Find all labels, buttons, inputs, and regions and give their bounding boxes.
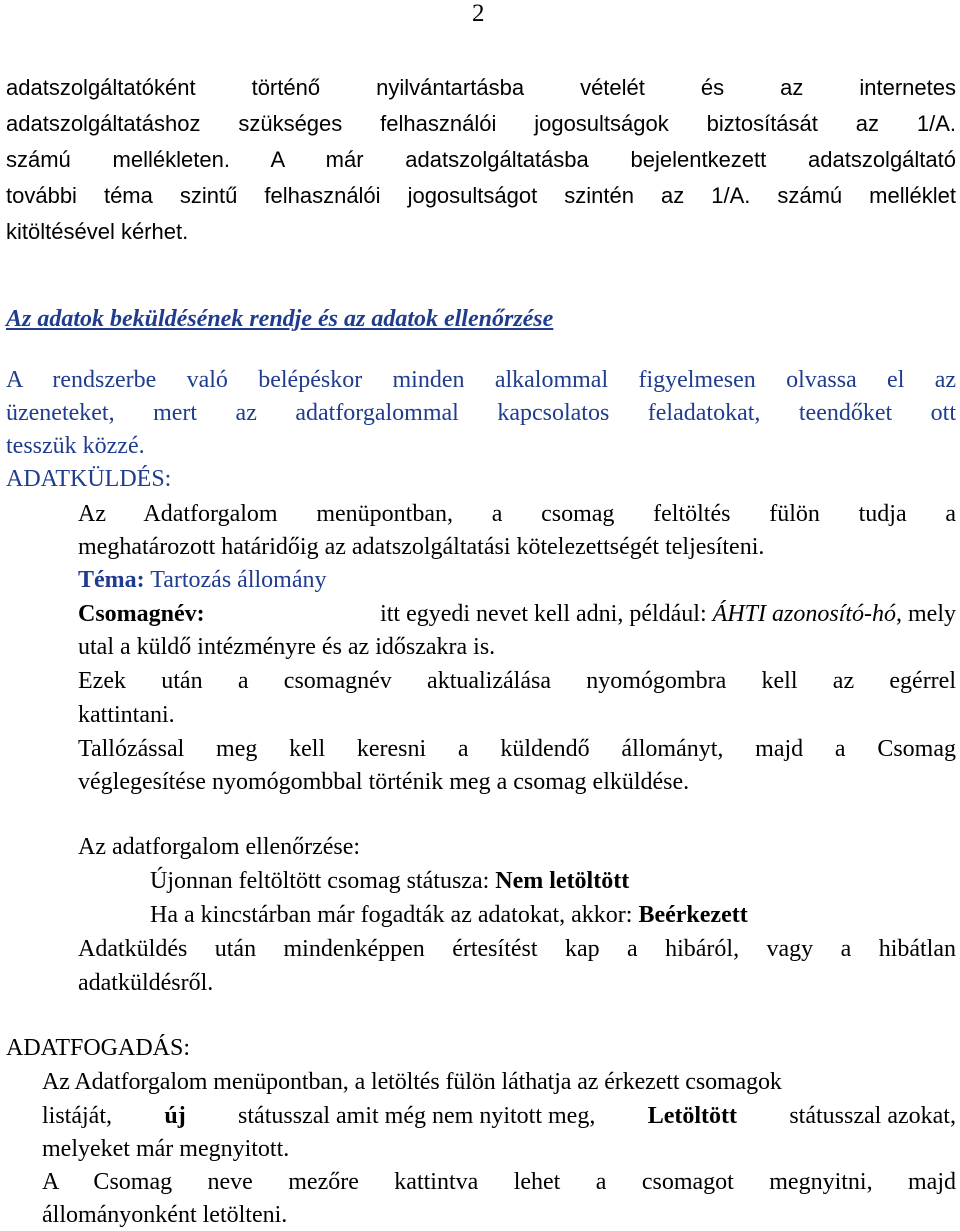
intro-line: kitöltésével kérhet.	[6, 219, 189, 244]
status-letoltott-label: Letöltött	[647, 1103, 737, 1129]
notify-line: Adatküldés után mindenképpen értesítést kap a hibáról, vagy a hibátlan	[78, 936, 956, 962]
tema-label: Téma:	[78, 567, 145, 593]
tema-value: Tartozás állomány	[144, 567, 327, 593]
para1-line: üzeneteket, mert az adatforgalommal kapcsolatos feladatokat, teendőket ott	[6, 400, 956, 426]
status-new-line	[150, 866, 629, 896]
adatfogadas-heading: ADATFOGADÁS:	[6, 1035, 191, 1061]
tema-line	[78, 565, 326, 595]
status-uj-label: új	[164, 1103, 186, 1129]
status-received-text: Ha a kincstárban már fogadták az adatokat, akkor:	[150, 902, 639, 928]
intro-line: adatszolgáltatóként történő nyilvántartásba vételét és az internetes	[6, 75, 956, 100]
csomagnev-text-2: , mely	[896, 601, 956, 627]
update-line: Ezek után a csomagnév aktualizálása nyomógombra kell az egérrel	[78, 668, 956, 694]
browse-line: Tallózással meg kell keresni a küldendő állományt, majd a Csomag	[78, 736, 956, 762]
adatfogadas-line: Az Adatforgalom menüpontban, a letöltés fülön láthatja az érkezett csomagok	[42, 1069, 782, 1095]
adatkuldes-heading: ADATKÜLDÉS:	[6, 466, 172, 492]
adatfogadas-line: melyeket már megnyitott.	[42, 1136, 290, 1162]
ellenorzes-title: Az adatforgalom ellenőrzése:	[78, 834, 361, 860]
adatkuldes-line: Az Adatforgalom menüpontban, a csomag feltöltés fülön tudja a	[78, 501, 956, 527]
csomagnev-example: ÁHTI azonosító-hó	[712, 601, 896, 627]
csomagnev-label: Csomagnév:	[78, 601, 205, 627]
csomagnev-text-1: itt egyedi nevet kell adni, például:	[374, 601, 713, 627]
update-line: kattintani.	[78, 702, 175, 728]
adatfogadas-line-2	[42, 1101, 956, 1131]
browse-line: véglegesítése nyomógombbal történik meg a csomag elküldése.	[78, 769, 690, 795]
adatfogadas-text-b: státusszal amit még nem nyitott meg,	[232, 1103, 602, 1129]
csomagnev-text	[374, 599, 956, 629]
section-heading: Az adatok beküldésének rendje és az adatok ellenőrzése	[6, 306, 554, 332]
page-number: 2	[472, 0, 485, 27]
intro-line: számú mellékleten. A már adatszolgáltatásba bejelentkezett adatszolgáltató	[6, 147, 956, 172]
para1-line: A rendszerbe való belépéskor minden alkalommal figyelmesen olvassa el az	[6, 367, 956, 393]
status-new-text: Újonnan feltöltött csomag státusza:	[150, 868, 496, 894]
adatfogadas-line: állományonként letölteni.	[42, 1202, 288, 1228]
adatfogadas-text-a: listáját,	[42, 1103, 118, 1129]
status-received-value: Beérkezett	[638, 902, 748, 928]
csomagnev-line	[78, 599, 956, 629]
notify-line: adatküldésről.	[78, 970, 214, 996]
intro-line: további téma szintű felhasználói jogosultságot szintén az 1/A. számú melléklet	[6, 183, 956, 208]
adatfogadas-line: A Csomag neve mezőre kattintva lehet a csomagot megnyitni, majd	[42, 1169, 956, 1195]
adatkuldes-line: meghatározott határidőig az adatszolgáltatási kötelezettségét teljesíteni.	[78, 534, 765, 560]
para1-line: tesszük közzé.	[6, 433, 145, 459]
status-new-value: Nem letöltött	[495, 868, 630, 894]
intro-line: adatszolgáltatáshoz szükséges felhasználói jogosultságok biztosítását az 1/A.	[6, 111, 956, 136]
adatfogadas-text-c: státusszal azokat,	[783, 1103, 956, 1129]
csomagnev-line-2: utal a küldő intézményre és az időszakra is.	[78, 634, 496, 660]
status-received-line	[150, 900, 748, 930]
